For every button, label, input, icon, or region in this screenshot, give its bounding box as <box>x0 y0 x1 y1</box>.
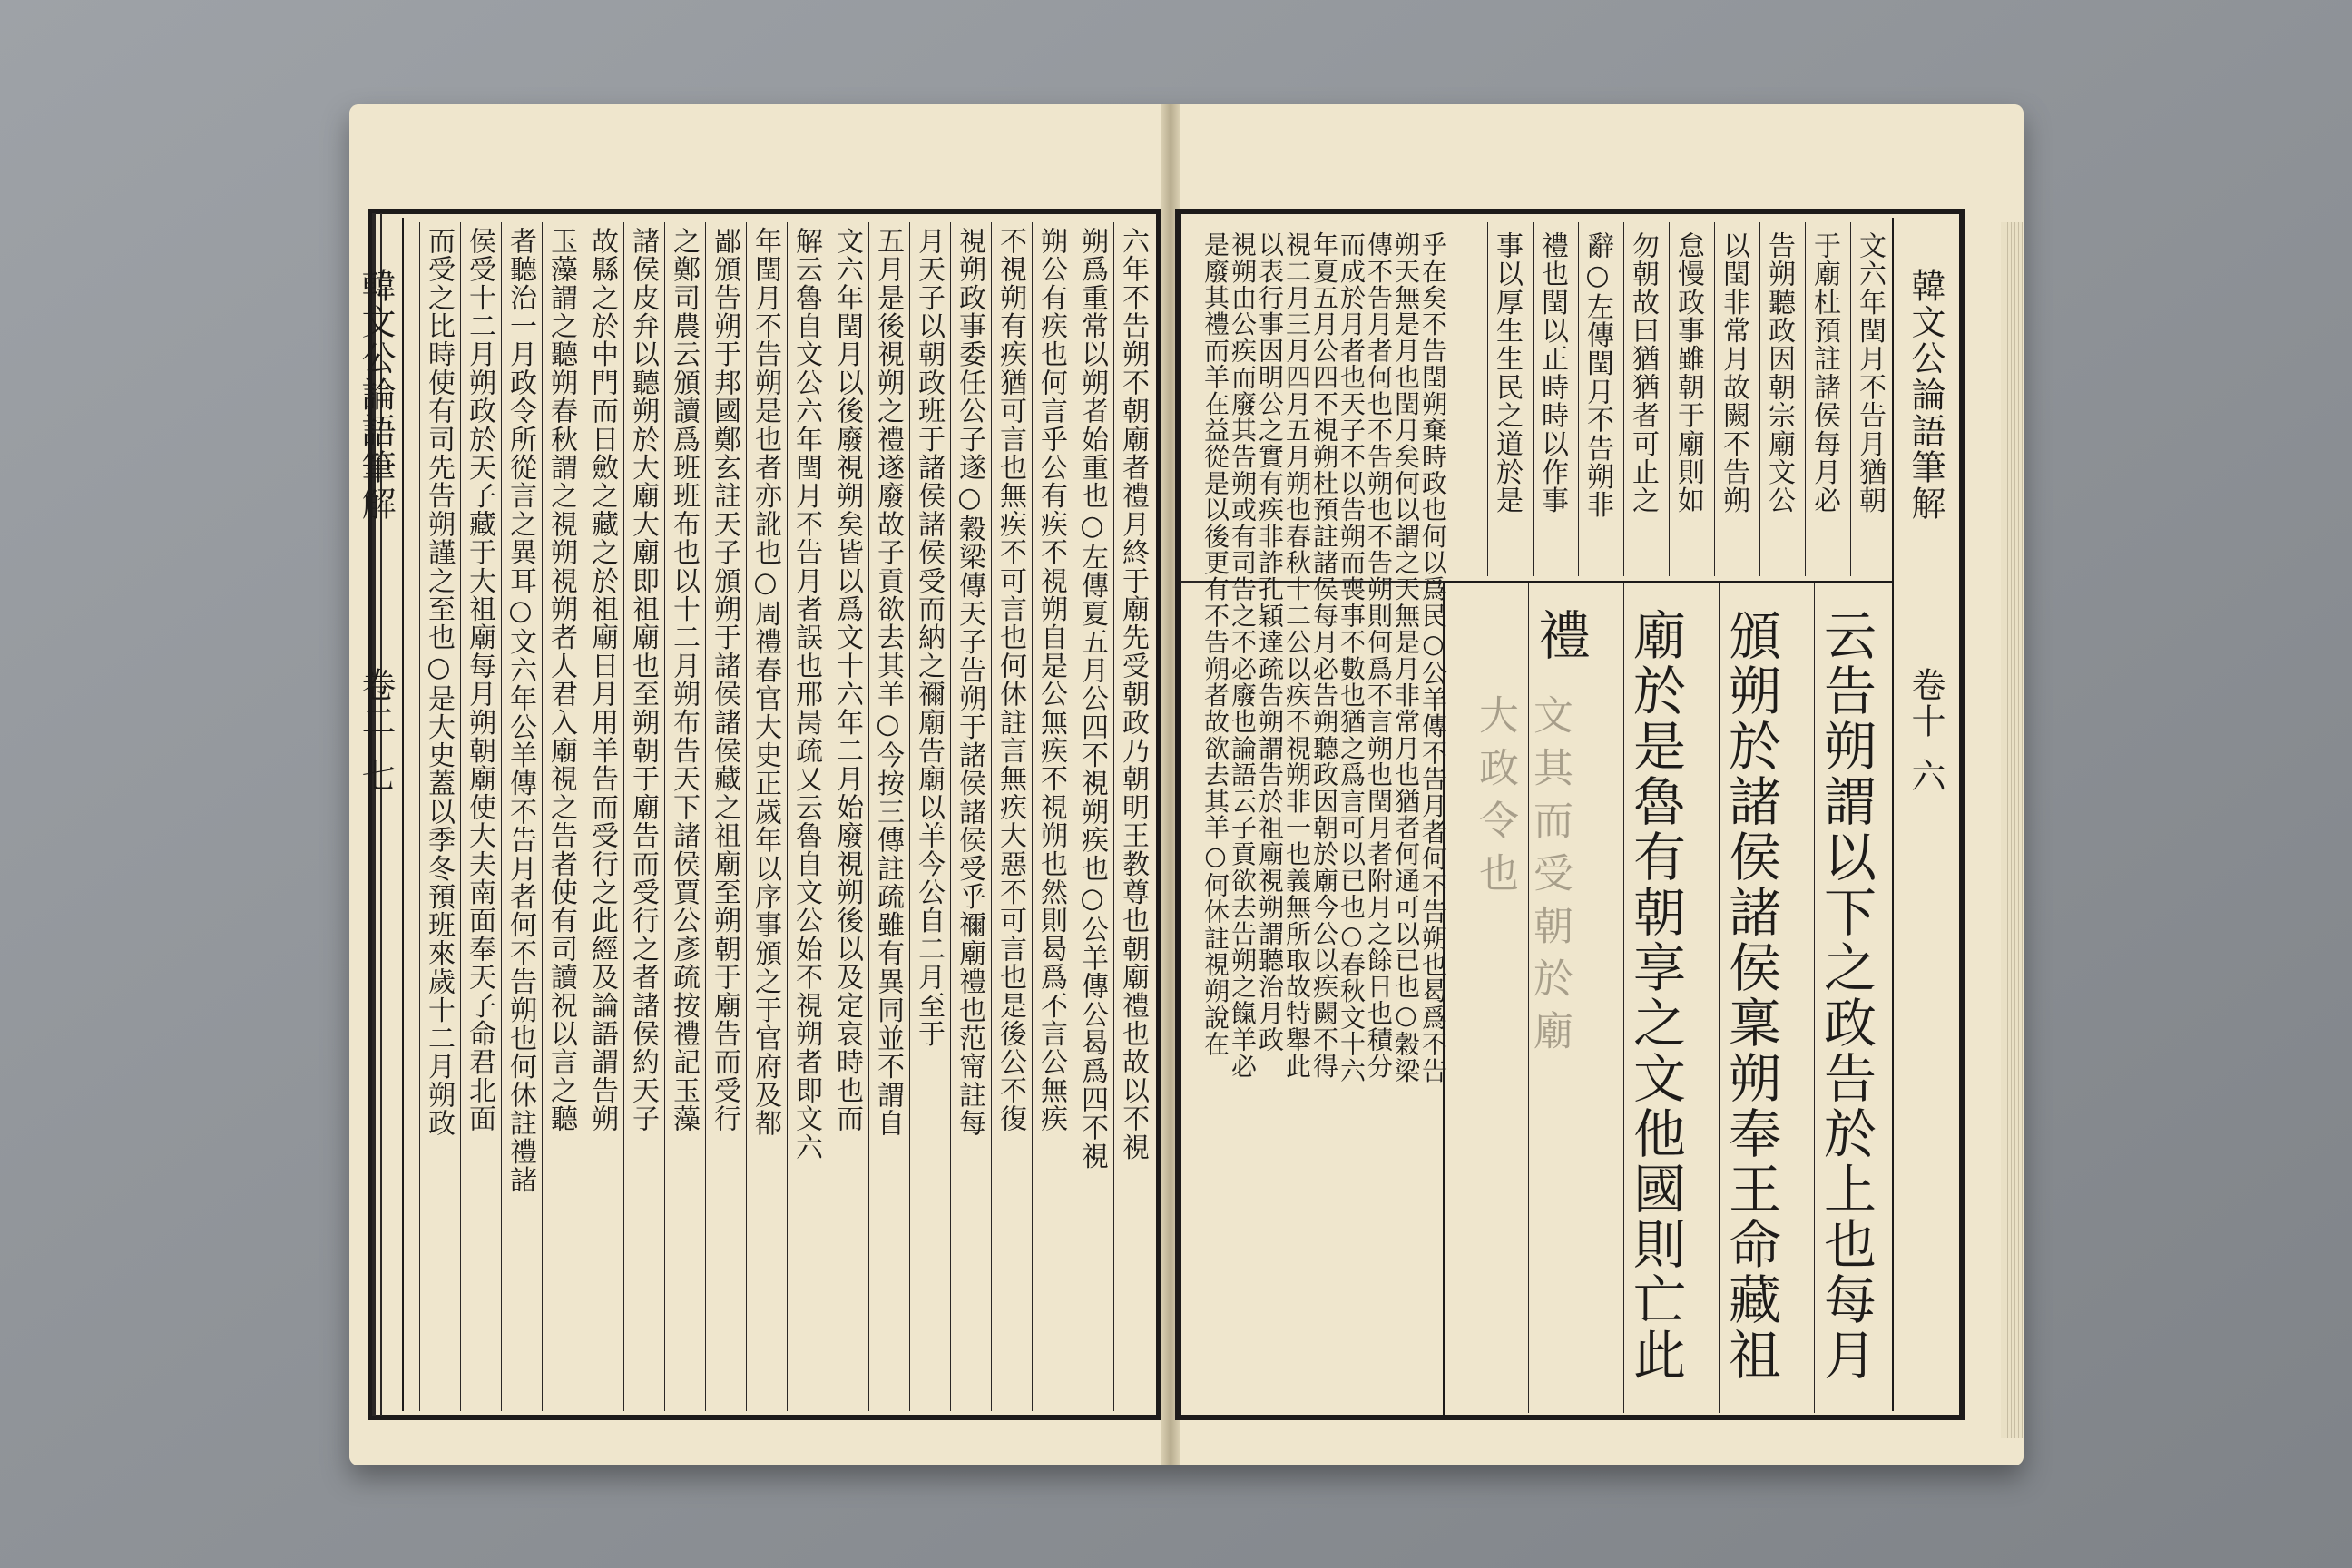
main-text-column: 廟於是魯有朝享之文他國則亡此 <box>1624 608 1686 1383</box>
main-text-column: 頒朔於諸侯諸侯稟朔奉王命藏祖 <box>1720 608 1781 1383</box>
right-margin-title: 韓文公論語筆解 <box>1906 268 1945 522</box>
left-margin-folio: 七 <box>356 758 396 794</box>
commentary-column: 視二月三月四月五月朔也春秋十二公以疾不視朔非一也義無所取故特舉此 <box>1282 231 1312 1080</box>
commentary-column: 文六年閏月不告月猶朝 <box>1854 231 1886 514</box>
commentary-column: 乎在矣不告閏朔棄時政也何以爲民○公羊傳不告月者何不告朔也曷爲不告 <box>1418 231 1448 1084</box>
bleed-through-column: 文其而受朝於廟 <box>1526 694 1573 1063</box>
commentary-column: 視朔由公疾而廢其告朔或有司告之不必廢也論語云子貢欲去告朔之餼羊必 <box>1228 231 1258 1080</box>
text-column: 年閏月不告朔是也者亦訛也○周禮春官大史正歲年以序事頒之于官府及都 <box>750 227 781 1138</box>
commentary-column: 辭○左傳閏月不告朔非 <box>1582 231 1613 519</box>
commentary-column: 以表行事因明公之實有疾非詐孔穎達疏告朔謂告於祖廟視朔謂聽治月政 <box>1255 231 1285 1054</box>
text-column: 鄙頒告朔于邦國鄭玄註天子頒朔于諸侯諸侯藏之祖廟至朔朝于廟告而受行 <box>709 227 740 1133</box>
text-column: 玉藻謂之聽朔春秋謂之視朔視朔者人君入廟視之告者使有司讀祝以言之聽 <box>545 227 577 1133</box>
text-column: 解云魯自文公六年閏月不告月者誤也邢昺疏又云魯自文公始不視朔者即文六 <box>790 227 822 1161</box>
text-column: 諸侯皮弁以聽朔於大廟大廟即祖廟也至朔朝于廟告而受行之者諸侯約天子 <box>627 227 659 1133</box>
column-rule <box>1759 222 1760 576</box>
column-rule <box>787 222 788 1411</box>
text-column: 五月是後視朔之禮遂廢故子貢欲去其羊○今按三傳註疏雖有異同並不謂自 <box>872 227 904 1138</box>
commentary-column: 是廢其禮而羊在益從是以後更有不告朔者故欲去其羊○何休註視朔說在 <box>1200 231 1230 1058</box>
column-rule <box>1578 222 1579 576</box>
text-column: 侯受十二月朔政於天子藏于大祖廟每月朔朝廟使大夫南面奉天子命君北面 <box>464 227 495 1133</box>
commentary-column: 朔天無是月也閏月矣何以謂之天無是月非常月也猶者何通可以已也○穀梁 <box>1391 231 1421 1084</box>
text-column: 朔公有疾也何言乎公有疾不視朔自是公無疾不視朔也然則曷爲不言公無疾 <box>1035 227 1067 1133</box>
column-rule <box>501 222 502 1411</box>
column-rule <box>1032 222 1033 1411</box>
column-rule <box>991 222 992 1411</box>
text-column: 六年不告朔不朝廟者禮月終于廟先受朝政乃朝明王教尊也朝廟禮也故以不視 <box>1117 227 1149 1161</box>
column-rule <box>664 222 665 1411</box>
text-column: 故縣之於中門而日斂之藏之於祖廟日月用羊告而受行之此經及論語謂告朔 <box>586 227 618 1133</box>
column-rule <box>1623 222 1624 576</box>
main-text-column: 禮 <box>1529 608 1591 663</box>
column-rule <box>1714 222 1715 576</box>
text-column: 月天子以朝政班于諸侯諸侯受而納之禰廟告廟以羊今公自二月至于 <box>913 227 945 1048</box>
left-margin-volume: 卷二 <box>356 667 396 740</box>
commentary-column: 事以厚生生民之道於是 <box>1491 231 1523 514</box>
column-rule <box>419 222 420 1411</box>
column-rule <box>1805 222 1806 576</box>
column-rule <box>1113 222 1114 1411</box>
commentary-column: 怠慢政事雖朝于廟則如 <box>1672 231 1704 514</box>
column-rule <box>950 222 951 1411</box>
column-rule <box>746 222 747 1411</box>
column-rule <box>1850 222 1851 576</box>
right-margin-folio: 六 <box>1906 758 1945 794</box>
commentary-column: 年夏五月公四不視朔杜預註諸侯每月必告朔聽政因朝於廟今公以疾闕不得 <box>1309 231 1339 1080</box>
commentary-column: 禮也閏以正時時以作事 <box>1536 231 1568 514</box>
text-column: 文六年閏月以後廢視朔矣皆以爲文十六年二月始廢視朔後以及定哀時也而 <box>831 227 863 1133</box>
column-rule <box>868 222 869 1411</box>
column-rule <box>1533 222 1534 576</box>
column-rule <box>1669 222 1670 576</box>
column-rule <box>705 222 706 1411</box>
column-rule <box>1487 222 1488 576</box>
main-text-column: 云告朔謂以下之政告於上也每月 <box>1815 608 1877 1383</box>
text-column: 朔爲重常以朔者始重也○左傳夏五月公四不視朔疾也○公羊傳公曷爲四不視 <box>1076 227 1108 1171</box>
text-column: 者聽治一月政令所從言之異耳○文六年公羊傳不告月者何不告朔也何休註禮諸 <box>505 227 536 1194</box>
commentary-column: 傳不告月者何也不告朔也不告朔則何爲不言朔也閏月者附月之餘日也積分 <box>1364 231 1394 1080</box>
commentary-column: 勿朝故曰猶猶者可止之 <box>1627 231 1659 514</box>
page-edges <box>2001 222 2023 1438</box>
text-column: 之鄭司農云頒讀爲班班布也以十二月朔布告天下諸侯賈公彥疏按禮記玉藻 <box>668 227 700 1133</box>
text-column: 而受之比時使有司先告朔謹之至也○是大史蓋以季冬預班來歲十二月朔政 <box>423 227 455 1138</box>
column-rule <box>460 222 461 1411</box>
column-rule <box>1814 583 1815 1413</box>
column-rule <box>1719 583 1720 1413</box>
text-column: 視朔政事委任公子遂○穀梁傳天子告朔于諸侯諸侯受乎禰廟禮也范甯註每 <box>954 227 985 1138</box>
column-rule <box>542 222 543 1411</box>
column-rule <box>623 222 624 1411</box>
open-book <box>349 104 2024 1465</box>
column-rule <box>1623 583 1624 1413</box>
text-column: 不視朔有疾猶可言也無疾不可言也何休註言無疾大惡不可言也是後公不復 <box>995 227 1026 1133</box>
commentary-column: 于廟杜預註諸侯每月必 <box>1808 231 1840 514</box>
commentary-column: 而成於月者也天子不以告朔而喪事不數也猶之爲言可以已也○春秋文十六 <box>1337 231 1367 1084</box>
column-rule <box>909 222 910 1411</box>
commentary-column: 以閏非常月故闕不告朔 <box>1718 231 1749 514</box>
commentary-column: 告朔聽政因朝宗廟文公 <box>1763 231 1795 514</box>
left-margin-title: 韓文公論語筆解 <box>356 268 396 522</box>
right-margin-volume: 卷十 <box>1906 667 1945 740</box>
bleed-through-column: 大政令也 <box>1472 694 1518 905</box>
